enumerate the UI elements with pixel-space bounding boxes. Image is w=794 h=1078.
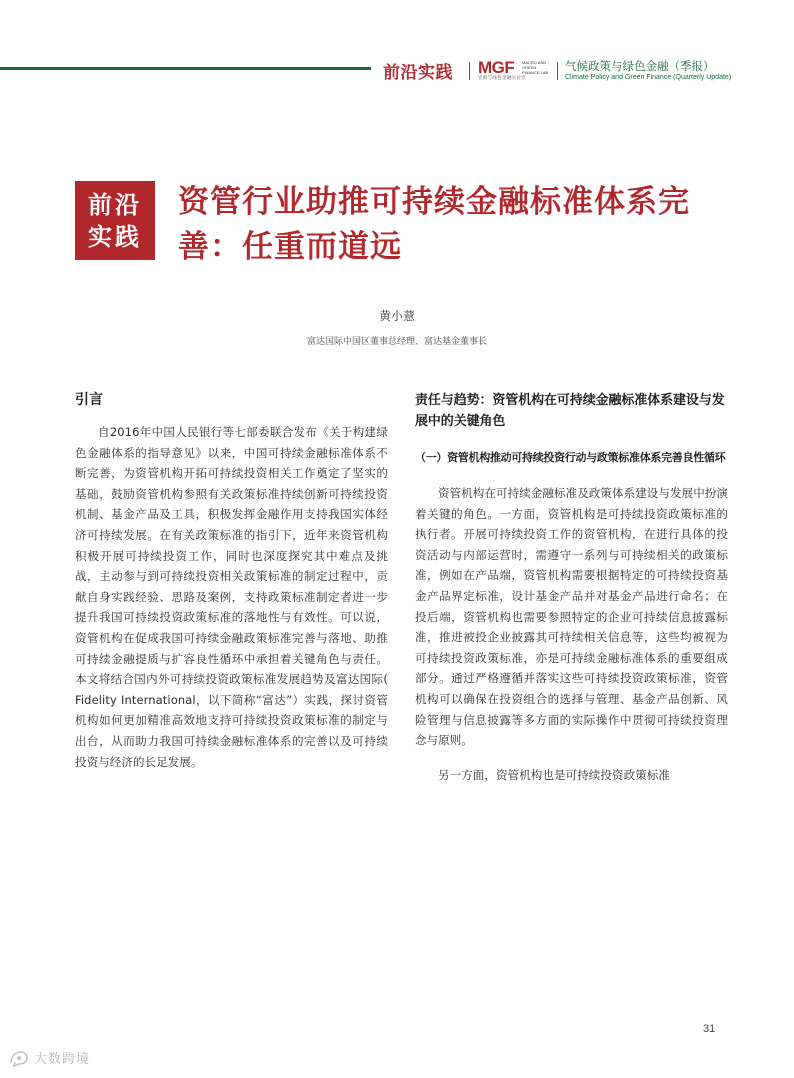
journal-name-en: Climate Policy and Green Finance (Quarterly Update) <box>565 74 732 81</box>
section-tag-line: 前沿 <box>88 189 142 219</box>
header-divider <box>557 62 558 80</box>
section-tag <box>75 181 155 260</box>
subsection-heading: （一）资管机构推动可持续投资行动与政策标准体系完善良性循环 <box>415 451 726 464</box>
body-paragraph: 资管机构在可持续金融标准及政策体系建设与发展中扮演着关键的角色。一方面，资管机构是可持续投资政策标准的执行者。开展可持续投资工作的资管机构，在进行具体的投资活动与内部运营时，需遵守一系列与可持续相关的政策标准，例如在产品端，资管机构需要根据特定的可持续投资基金产品界定标准，设计基金产品并对基金产品进行命名；在投后端，资管机构也需要参照特定的企业可持续信息披露标准，推进被投企业披露其可持续相关信息等，这些均被视为可持续投资政策标准，亦是可持续金融标准体系的重要组成部分。通过严格遵循并落实这些可持续投资政策标准，资管机构可以确保在投资组合的选择与管理、基金产品创新、风险管理与信息披露等多方面的实际操作中贯彻可持续投资理念与原则。 <box>415 486 728 748</box>
section-heading: 责任与趋势：资管机构在可持续金融标准体系建设与发展中的关键角色 <box>415 393 725 429</box>
mgf-logo <box>478 59 554 81</box>
header-divider <box>469 62 470 80</box>
section-tag-line: 实践 <box>88 221 142 251</box>
author-name: 黄小薏 <box>378 309 415 323</box>
author-affiliation: 富达国际中国区董事总经理、富达基金董事长 <box>306 337 487 347</box>
intro-heading: 引言 <box>75 392 103 408</box>
article-title: 资管行业助推可持续金融标准体系完善：任重而道远 <box>178 184 690 265</box>
right-column <box>415 390 728 785</box>
logo-subtitle: 宏观与绿色金融实验室 <box>478 76 526 81</box>
body-paragraph: 另一方面，资管机构也是可持续投资政策标准 <box>438 767 670 782</box>
header-rule <box>0 67 371 70</box>
watermark <box>8 1048 90 1067</box>
section-label: 前沿实践 <box>383 63 453 83</box>
journal-name: 气候政策与绿色金融（季报） <box>565 59 715 73</box>
logo-mark: MGF <box>478 58 515 77</box>
intro-paragraph: 自2016年中国人民银行等七部委联合发布《关于构建绿色金融体系的指导意见》以来，中国可持续金融标准体系不断完善，为资管机构开拓可持续投资相关工作奠定了坚实的基础，鼓励资管机构参照有关政策标准持续创新可持续投资机制、基金产品及工具，积极发挥金融作用支持我国实体经济可持续发展。在有关政策标准的指引下，近年来资管机构积极开展可持续投资工作，同时也深度探究其中难点及挑战，主动参与到可持续投资相关政策标准的制定过程中，贡献自身实践经验、思路及案例，支持政策标准制定者进一步提升我国可持续投资政策标准的落地性与有效性。可以说，资管机构在促成我国可持续金融政策标准完善与落地、助推可持续金融提质与扩容良性循环中承担着关键角色与责任。本文将结合国内外可持续投资政策标准发展趋势及富达国际( Fidelity International，以下简称“富达”）实践，探讨资管机构如何更加精准高效地支持可持续投资政策标准的制定与出台，从而助力我国可持续金融标准体系的完善以及可持续投资与经济的长足发展。 <box>75 425 388 769</box>
logo-side-text: MACRO AND GREEN FINANCE LAB <box>522 60 549 75</box>
left-column <box>75 390 388 772</box>
watermark-text: 大数跨境 <box>34 1052 91 1067</box>
page-number: 31 <box>703 1023 716 1035</box>
watermark-icon <box>8 1049 30 1067</box>
